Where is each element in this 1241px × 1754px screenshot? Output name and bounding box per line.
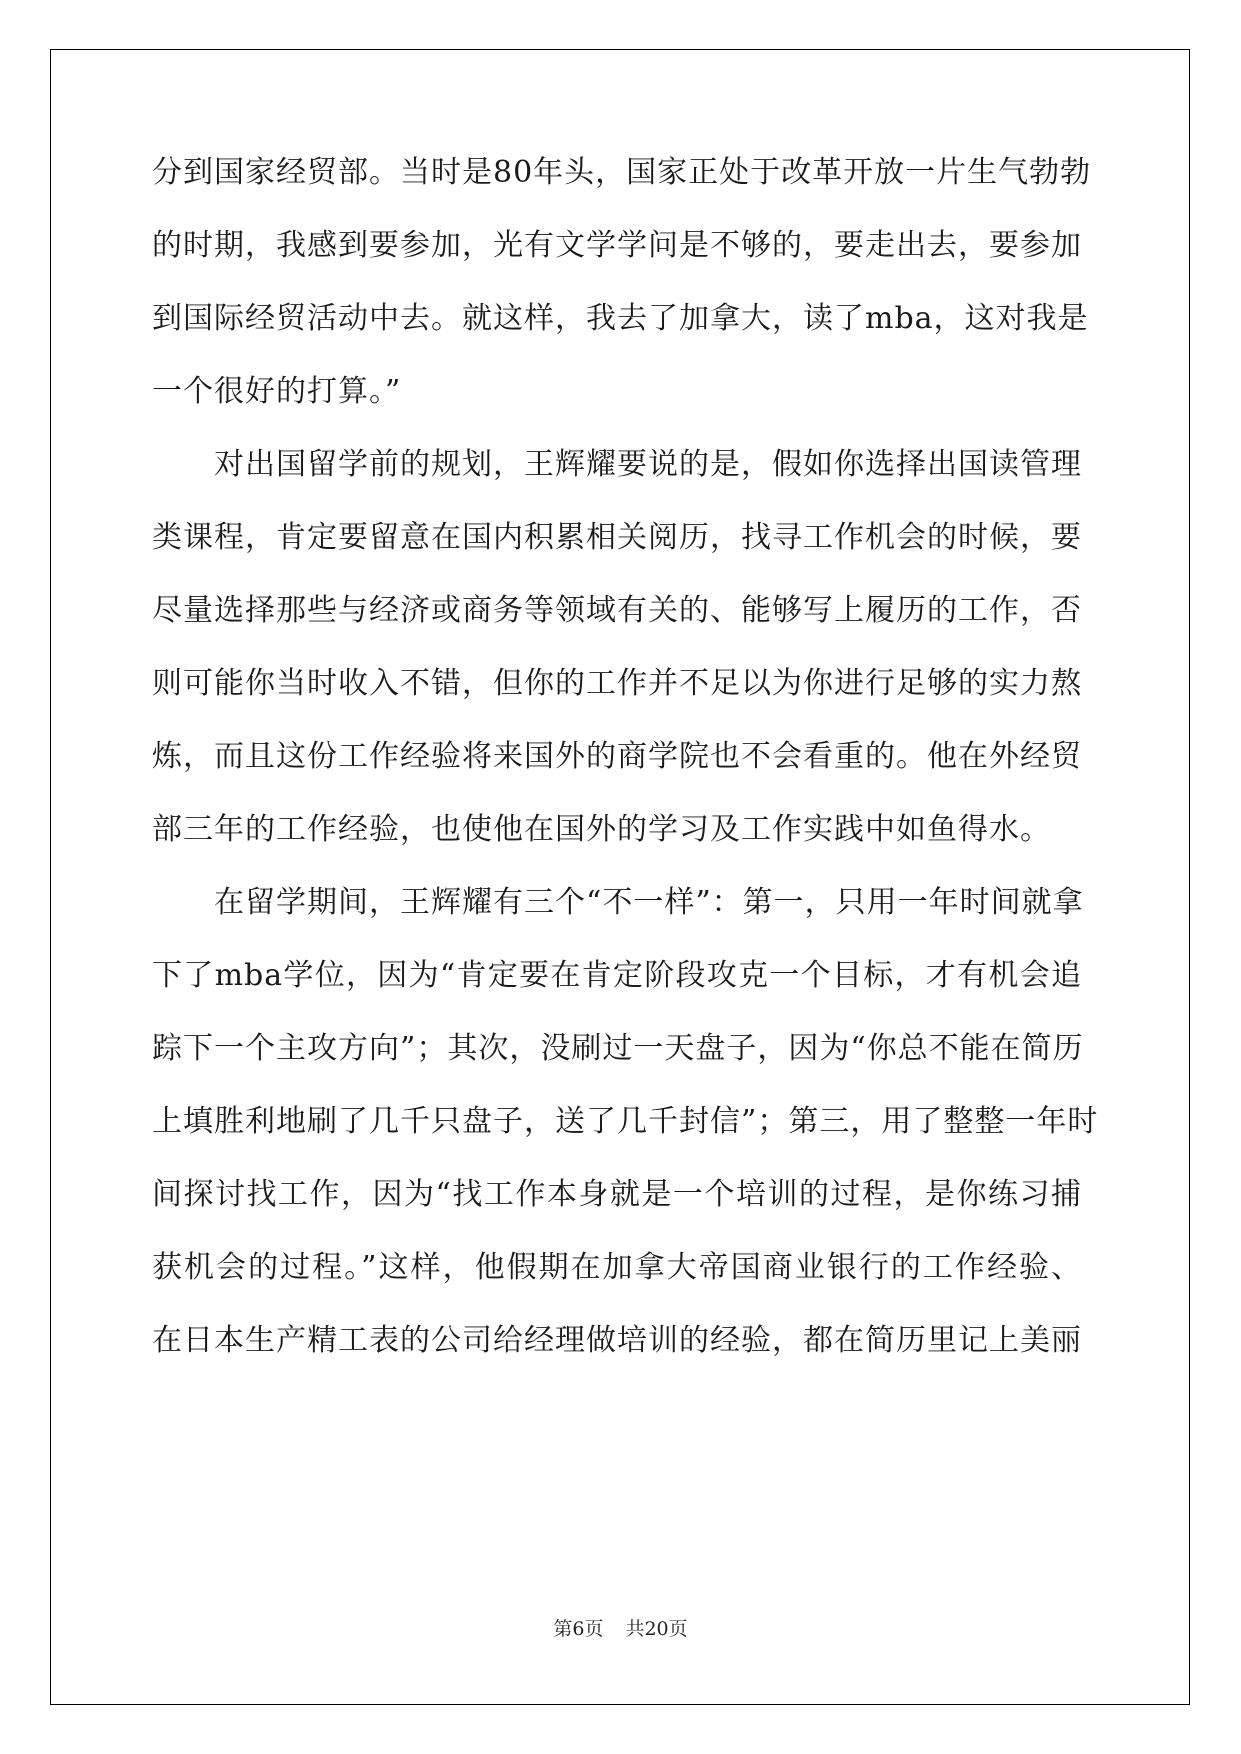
- page-total: 共20页: [625, 1618, 688, 1640]
- page-border: [50, 49, 1190, 1705]
- text-line: 一个很好的打算。”: [152, 374, 402, 409]
- text-line: 下了mba学位，因为“肯定要在肯定阶段攻克一个目标，才有机会追: [152, 958, 1082, 993]
- page-number: 第6页: [553, 1618, 604, 1640]
- text-line: 在日本生产精工表的公司给经理做培训的经验，都在简历里记上美丽: [152, 1323, 1082, 1358]
- page-footer: [0, 1617, 1241, 1641]
- text-line: 尽量选择那些与经济或商务等领域有关的、能够写上履历的工作，否: [152, 593, 1082, 628]
- text-line: 上填胜利地刷了几千只盘子，送了几千封信”；第三，用了整整一年时: [152, 1104, 1099, 1139]
- text-line: 则可能你当时收入不错，但你的工作并不足以为你进行足够的实力熬: [152, 666, 1082, 701]
- text-line: 到国际经贸活动中去。就这样，我去了加拿大，读了mba，这对我是: [152, 301, 1089, 336]
- text-line: 对出国留学前的规划，王辉耀要说的是，假如你选择出国读管理: [152, 447, 1082, 482]
- text-line: 炼，而且这份工作经验将来国外的商学院也不会看重的。他在外经贸: [152, 739, 1082, 774]
- text-line: 间探讨找工作，因为“找工作本身就是一个培训的过程，是你练习捕: [152, 1177, 1082, 1212]
- text-line: 在留学期间，王辉耀有三个“不一样”：第一，只用一年时间就拿: [152, 885, 1084, 920]
- text-line: 的时期，我感到要参加，光有文学学问是不够的，要走出去，要参加: [152, 228, 1082, 263]
- text-line: 部三年的工作经验，也使他在国外的学习及工作实践中如鱼得水。: [152, 812, 1051, 847]
- text-line: 踪下一个主攻方向”；其次，没刷过一天盘子，因为“你总不能在简历: [152, 1031, 1084, 1066]
- text-line: 分到国家经贸部。当时是80年头，国家正处于改革开放一片生气勃勃: [152, 155, 1092, 190]
- text-line: 类课程，肯定要留意在国内积累相关阅历，找寻工作机会的时候，要: [152, 520, 1082, 555]
- text-line: 获机会的过程。”这样，他假期在加拿大帝国商业银行的工作经验、: [152, 1250, 1082, 1285]
